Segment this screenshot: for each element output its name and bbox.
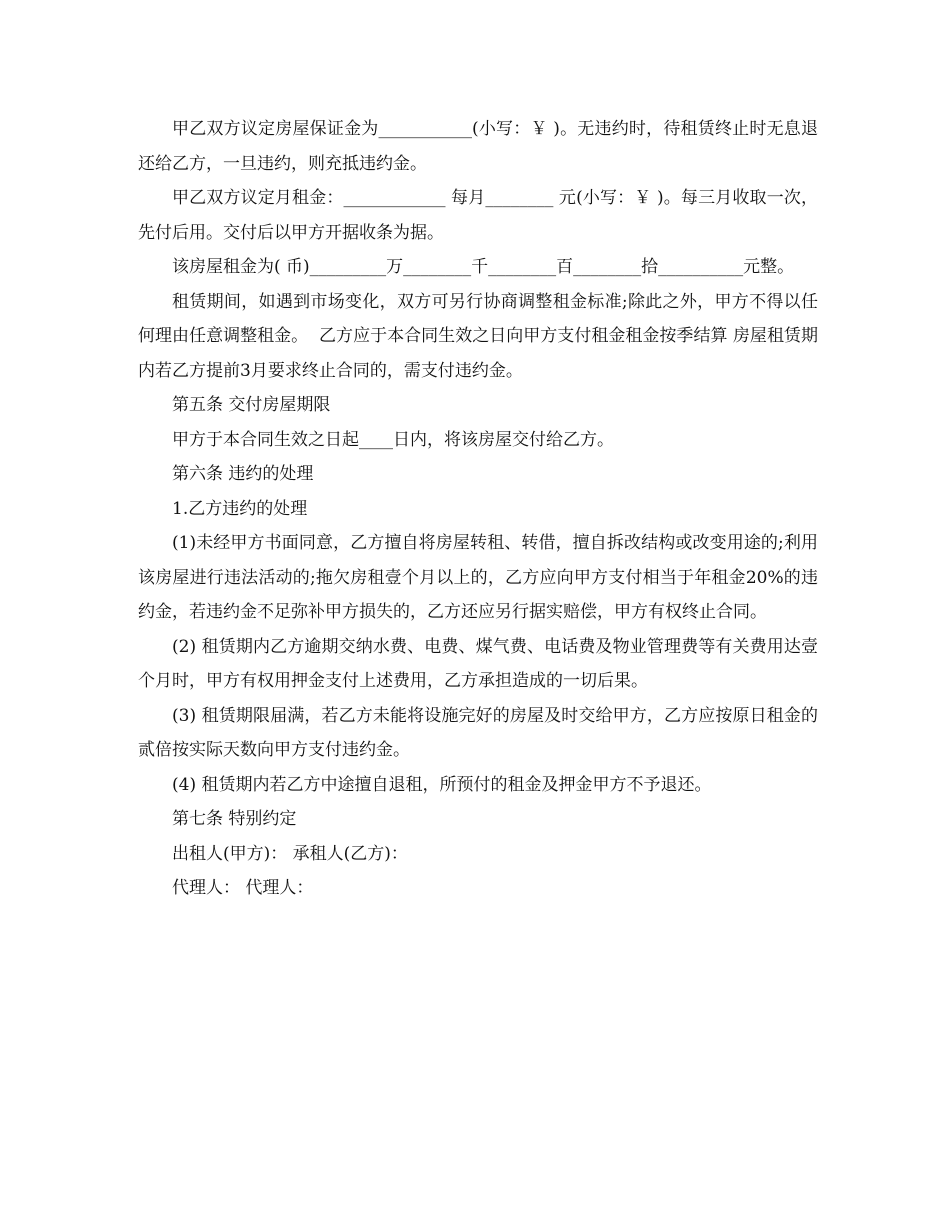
clause-4: (4) 租赁期内若乙方中途擅自退租，所预付的租金及押金甲方不予退还。 — [172, 774, 712, 795]
subheading-tenant-breach: 1.乙方违约的处理 — [172, 498, 308, 519]
clause-2: (2) 租赁期内乙方逾期交纳水费、电费、煤气费、电话费及物业管理费等有关费用达壹个月时，甲方有权用押金支付上述费用，乙方承担造成的一切后果。 — [138, 636, 818, 691]
signature-line-parties: 出租人(甲方)： 承租人(乙方)： — [172, 843, 408, 864]
section-heading-article-7: 第七条 特别约定 — [172, 809, 297, 829]
paragraph-rent-adjustment: 租赁期间，如遇到市场变化，双方可另行协商调整租金标准;除此之外，甲方不得以任何理由任意调整租金。 乙方应于本合同生效之日向甲方支付租金租金按季结算 房屋租赁期内若乙方提前3月要求终止合同的，需支付违约金。 — [138, 291, 818, 381]
paragraph-handover-deadline: 甲方于本合同生效之日起____日内，将该房屋交付给乙方。 — [172, 429, 614, 450]
clause-3: (3) 租赁期限届满，若乙方未能将设施完好的房屋及时交给甲方，乙方应按原日租金的贰倍按实际天数向甲方支付违约金。 — [138, 705, 818, 760]
paragraph-monthly-rent: 甲乙双方议定月租金：____________ 每月________ 元(小写：￥ )。每三月收取一次，先付后用。交付后以甲方开据收条为据。 — [138, 188, 818, 243]
section-heading-article-5: 第五条 交付房屋期限 — [172, 395, 331, 415]
paragraph-rent-amount: 该房屋租金为( 币)_________万________千________百________拾__________元整。 — [172, 257, 795, 277]
paragraph-deposit: 甲乙双方议定房屋保证金为___________(小写：￥ )。无违约时，待租赁终止时无息退还给乙方，一旦违约，则充抵违约金。 — [138, 119, 818, 174]
document-page — [138, 112, 818, 1192]
signature-line-agents: 代理人： 代理人： — [172, 878, 314, 898]
section-heading-article-6: 第六条 违约的处理 — [172, 464, 314, 484]
clause-1: (1)未经甲方书面同意，乙方擅自将房屋转租、转借，擅自拆改结构或改变用途的;利用该房屋进行违法活动的;拖欠房租壹个月以上的，乙方应向甲方支付相当于年租金20%的违约金，若违约金不足弥补甲方损失的，乙方还应另行据实赔偿，甲方有权终止合同。 — [138, 533, 818, 622]
